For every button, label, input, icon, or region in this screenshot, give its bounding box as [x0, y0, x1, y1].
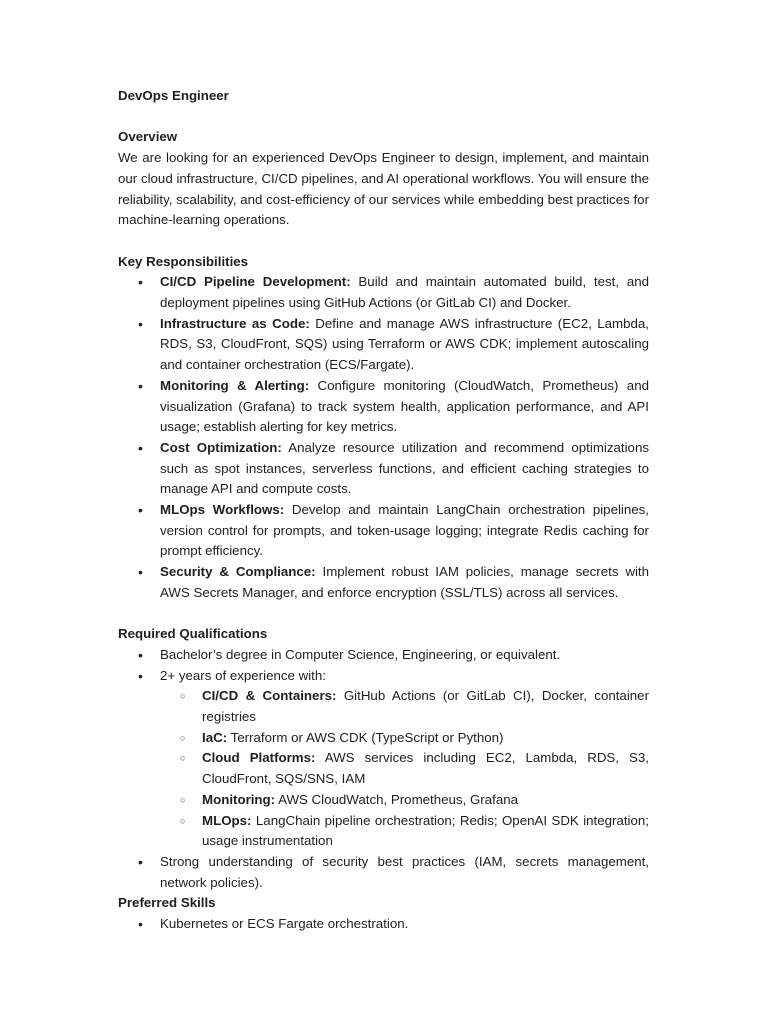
sub-list-item	[160, 686, 649, 727]
list-item	[118, 914, 649, 935]
list-item	[118, 852, 649, 893]
item-label: IaC:	[202, 729, 228, 745]
degree-text: Bachelor’s degree in Computer Science, Engineering, or equivalent.	[160, 646, 561, 662]
item-text: Develop and maintain LangChain orchestration pipelines, version control for prompts, and token-usage logging; integrate Redis caching for prompt efficiency.	[160, 502, 650, 559]
item-label: Security & Compliance:	[160, 564, 316, 580]
sub-list-item	[160, 790, 649, 811]
overview-text: We are looking for an experienced DevOps Engineer to design, implement, and maintain our cloud infrastructure, CI/CD pipelines, and AI operational workflows. You will ensure the reliability, scalability, and cost-efficiency of our services while embedding best practices for machine-learning operations.	[118, 150, 649, 228]
qualifications-heading: Required Qualifications	[118, 626, 268, 642]
item-text: LangChain pipeline orchestration; Redis; OpenAI SDK integration; usage instrumentation	[202, 812, 649, 849]
preferred-heading: Preferred Skills	[118, 895, 216, 911]
item-label: Cloud Platforms:	[202, 750, 316, 766]
sub-list-item	[160, 811, 649, 852]
job-title: DevOps Engineer	[118, 88, 229, 103]
responsibilities-heading: Key Responsibilities	[118, 253, 249, 269]
list-item	[118, 666, 649, 852]
item-label: Monitoring:	[202, 791, 276, 807]
list-item	[118, 272, 649, 313]
item-text: Kubernetes or ECS Fargate orchestration.	[160, 916, 409, 932]
item-text: Terraform or AWS CDK (TypeScript or Python)	[227, 729, 504, 745]
item-text: AWS services including EC2, Lambda, RDS, S3, CloudFront, SQS/SNS, IAM	[202, 750, 649, 787]
sub-list-item	[160, 748, 649, 789]
qualifications-list	[118, 645, 649, 893]
security-text: Strong understanding of security best practices (IAM, secrets management, network policies).	[160, 853, 649, 890]
item-text: Implement robust IAM policies, manage secrets with AWS Secrets Manager, and enforce encryption (SSL/TLS) across all services.	[160, 564, 649, 600]
item-text: Build and maintain automated build, test, and deployment pipelines using GitHub Actions (or GitLab CI) and Docker.	[160, 274, 649, 310]
overview-heading: Overview	[118, 129, 178, 145]
experience-intro: 2+ years of experience with:	[160, 667, 326, 683]
item-text: GitHub Actions (or GitLab CI), Docker, container registries	[202, 688, 649, 725]
experience-sublist	[160, 686, 649, 852]
item-text: Analyze resource utilization and recommend optimizations such as spot instances, serverless functions, and efficient caching strategies to manage API and compute costs.	[160, 439, 649, 497]
item-label: MLOps:	[202, 812, 252, 828]
list-item	[118, 376, 649, 438]
item-label: MLOps Workflows:	[160, 502, 285, 518]
item-label: CI/CD & Containers:	[202, 688, 337, 704]
sub-list-item	[160, 728, 649, 749]
list-item	[118, 500, 649, 562]
item-label: Cost Optimization:	[160, 439, 282, 455]
item-text: Define and manage AWS infrastructure (EC2, Lambda, RDS, S3, CloudFront, SQS) using Terraform or AWS CDK; implement autoscaling and container orchestration (ECS/Fargate).	[160, 315, 649, 373]
document-page	[118, 86, 649, 935]
list-item	[118, 645, 649, 666]
item-label: Infrastructure as Code:	[160, 315, 310, 331]
list-item	[118, 314, 649, 376]
item-text: Configure monitoring (CloudWatch, Prometheus) and visualization (Grafana) to track system health, application performance, and API usage; establish alerting for key metrics.	[160, 377, 649, 435]
item-label: Monitoring & Alerting:	[160, 377, 310, 393]
list-item	[118, 562, 649, 603]
item-text: AWS CloudWatch, Prometheus, Grafana	[275, 791, 519, 807]
list-item	[118, 438, 649, 500]
responsibilities-list	[118, 272, 649, 603]
item-label: CI/CD Pipeline Development:	[160, 274, 351, 290]
preferred-list	[118, 914, 649, 935]
